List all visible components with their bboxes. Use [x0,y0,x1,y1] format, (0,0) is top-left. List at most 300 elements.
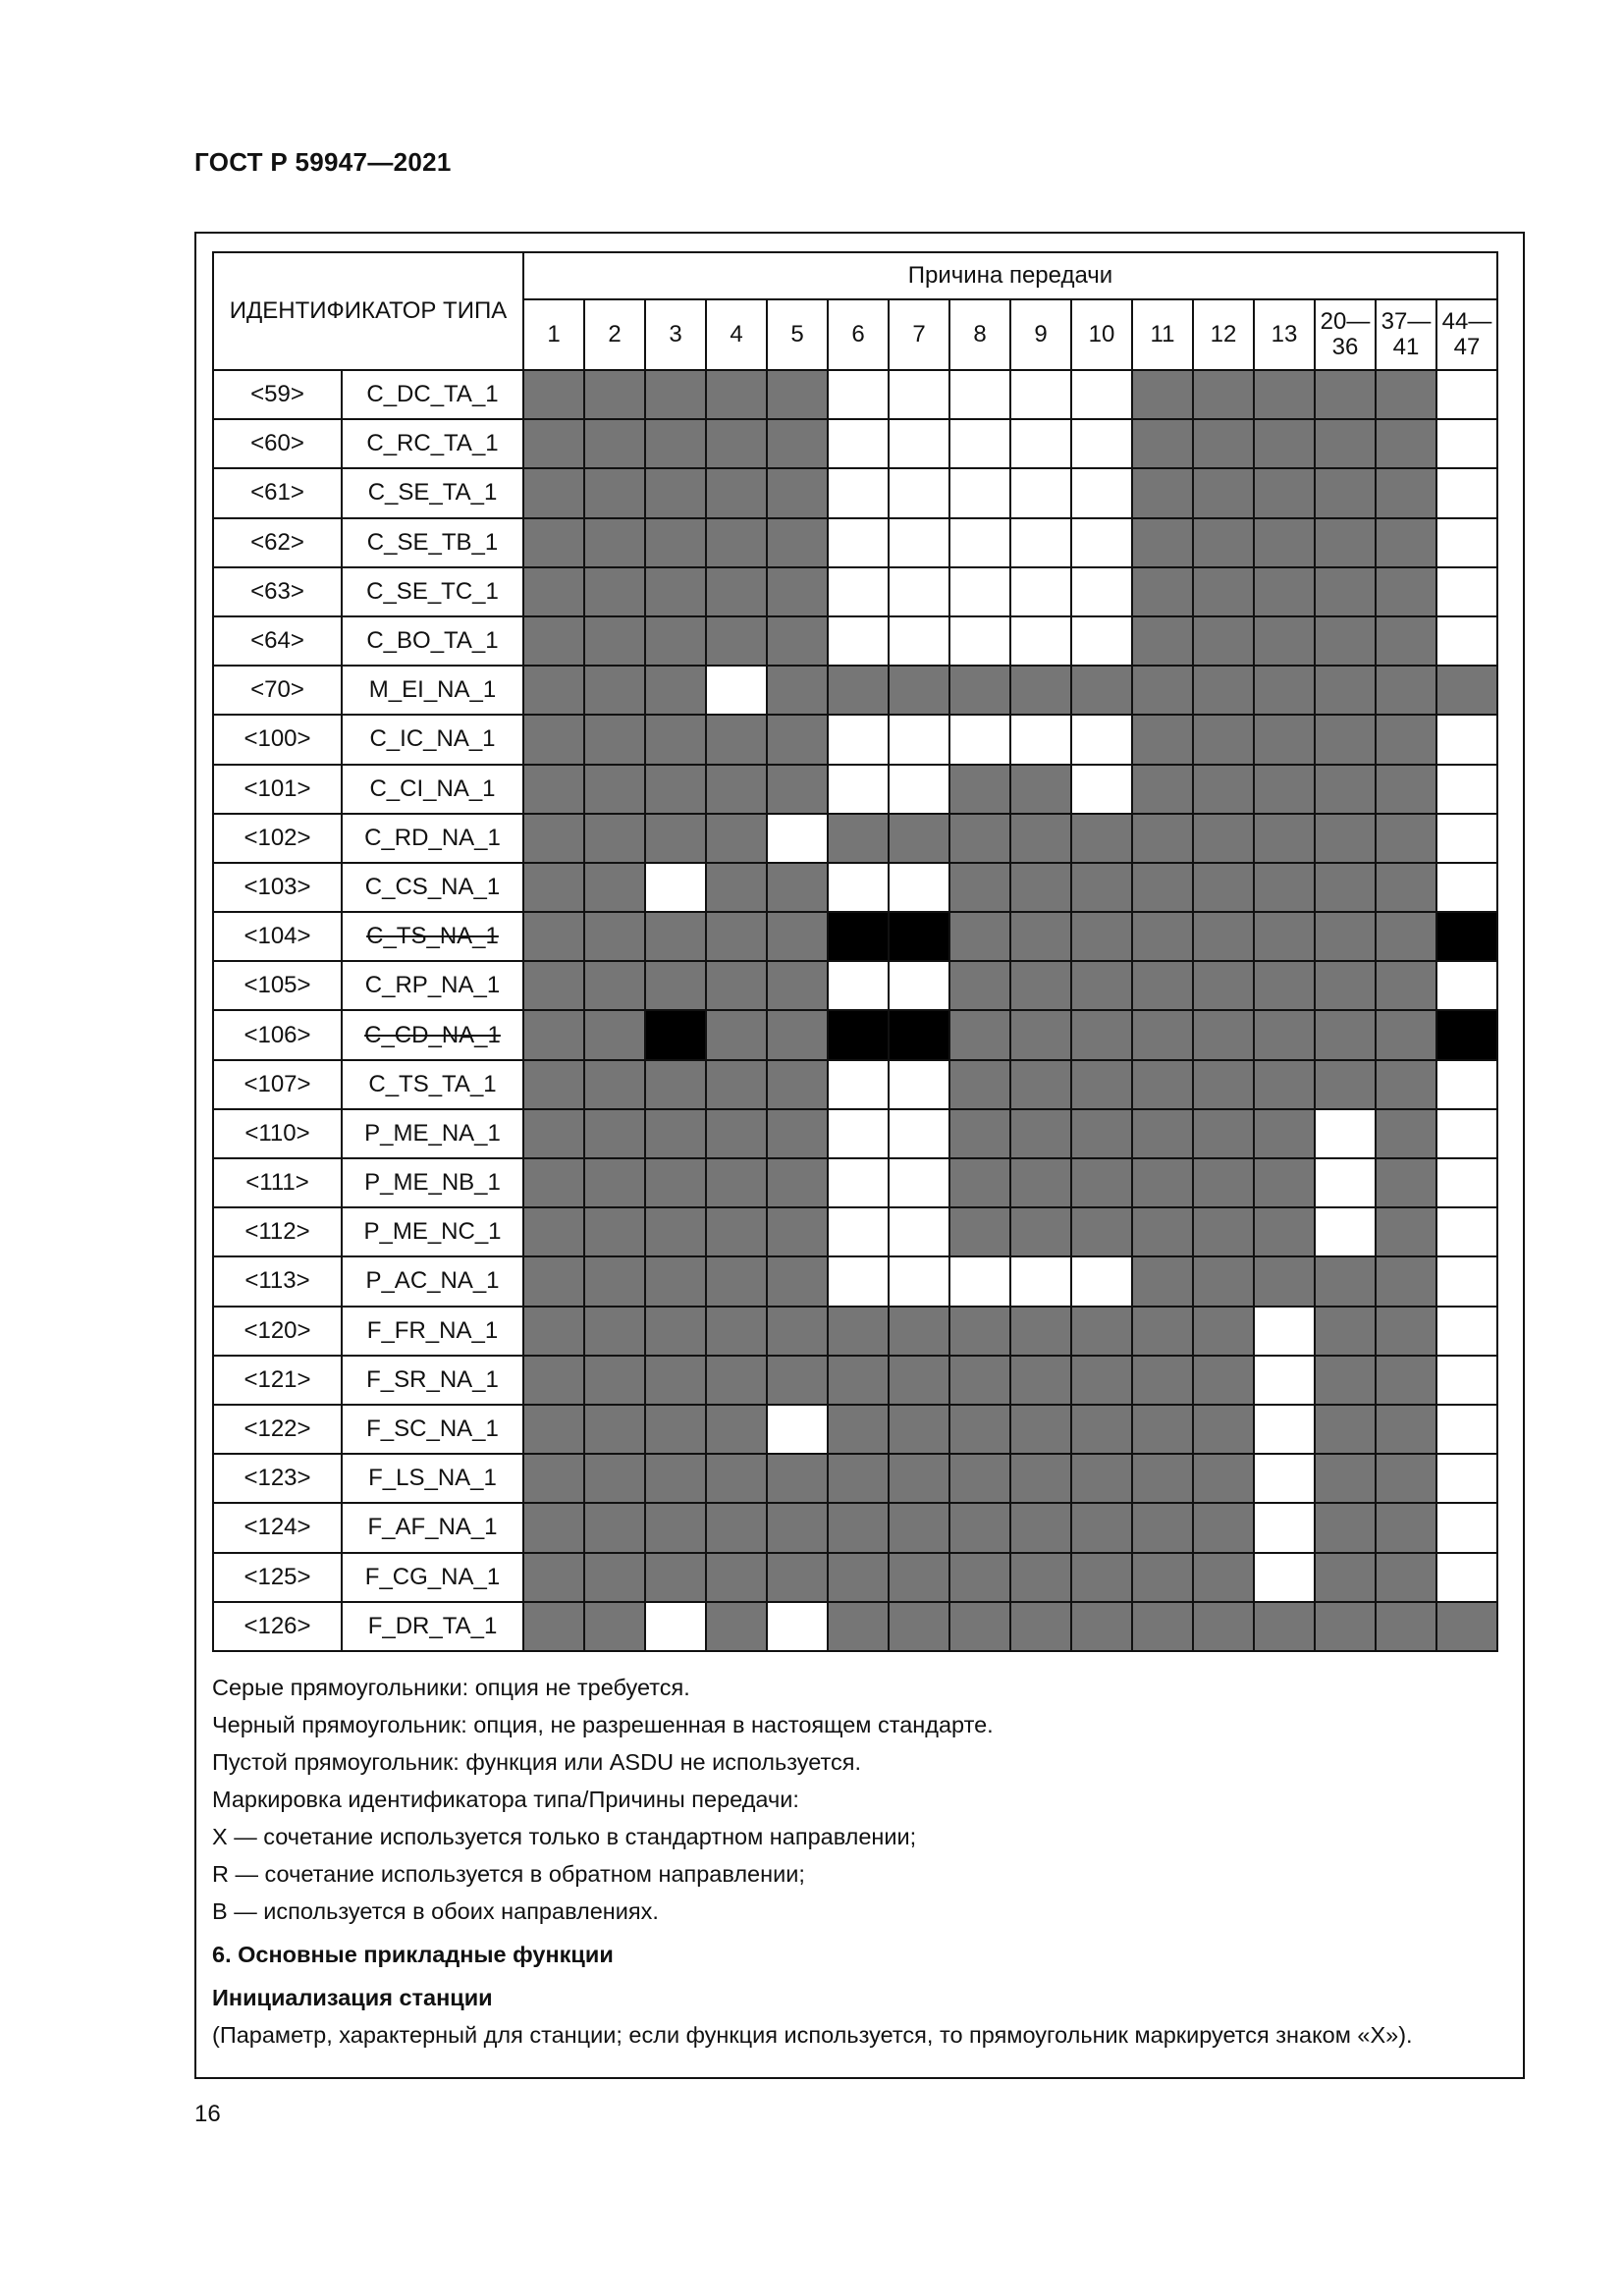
gray-cell [523,1207,584,1256]
gray-cell [1193,765,1254,814]
empty-cell [1010,518,1071,567]
gray-cell [1071,1405,1132,1454]
empty-cell [1436,1158,1497,1207]
gray-cell [828,1307,889,1356]
gray-cell [767,1010,828,1059]
type-name-cell: C_TS_TA_1 [342,1060,523,1109]
gray-cell [523,1060,584,1109]
gray-cell [1132,1109,1193,1158]
empty-cell [1436,518,1497,567]
gray-cell [1376,814,1436,863]
type-name-cell: F_CG_NA_1 [342,1553,523,1602]
type-code-cell: <111> [213,1158,342,1207]
empty-cell [645,1602,706,1651]
gray-cell [1315,518,1376,567]
gray-cell [1254,616,1315,666]
empty-cell [889,419,949,468]
gray-cell [523,1256,584,1306]
table-row [213,765,1497,814]
gray-cell [949,1060,1010,1109]
gray-cell [1010,1060,1071,1109]
empty-cell [889,715,949,764]
gray-cell [584,765,645,814]
type-name-cell: C_SE_TC_1 [342,567,523,616]
empty-cell [767,1602,828,1651]
gray-cell [1193,1109,1254,1158]
type-code-cell: <104> [213,912,342,961]
gray-cell [1315,1060,1376,1109]
gray-cell [584,616,645,666]
table-row [213,419,1497,468]
gray-cell [1010,1553,1071,1602]
empty-cell [1010,616,1071,666]
table-row [213,814,1497,863]
gray-cell [706,715,767,764]
gray-cell [949,1356,1010,1405]
gray-cell [1132,1207,1193,1256]
gray-cell [1010,1010,1071,1059]
gray-cell [1193,468,1254,517]
gray-cell [584,1256,645,1306]
gray-cell [523,468,584,517]
gray-cell [1376,616,1436,666]
gray-cell [949,1602,1010,1651]
gray-cell [1071,1207,1132,1256]
table-row [213,1553,1497,1602]
gray-cell [645,1454,706,1503]
black-cell [1436,1010,1497,1059]
gray-cell [1315,912,1376,961]
empty-cell [1071,567,1132,616]
note-b: B — используется в обоих направлениях. [212,1898,659,1924]
gray-cell [1132,616,1193,666]
gray-cell [1254,1158,1315,1207]
empty-cell [645,863,706,912]
gray-cell [949,1207,1010,1256]
gray-cell [1376,1207,1436,1256]
gray-cell [1132,419,1193,468]
gray-cell [1254,715,1315,764]
gray-cell [523,961,584,1010]
gray-cell [1315,666,1376,715]
gray-cell [645,616,706,666]
gray-cell [767,370,828,419]
gray-cell [706,468,767,517]
gray-cell [1254,518,1315,567]
gray-cell [767,961,828,1010]
empty-cell [828,370,889,419]
table-row [213,1307,1497,1356]
gray-cell [949,666,1010,715]
type-name-cell: C_TS_NA_1 [342,912,523,961]
gray-cell [645,666,706,715]
empty-cell [949,468,1010,517]
table-row [213,1207,1497,1256]
gray-cell [706,1553,767,1602]
empty-cell [1315,1109,1376,1158]
gray-cell [523,666,584,715]
gray-cell [1376,1256,1436,1306]
gray-cell [1193,1503,1254,1552]
gray-cell [1376,419,1436,468]
empty-cell [1436,419,1497,468]
table-row [213,370,1497,419]
black-cell [889,1010,949,1059]
empty-cell [1010,567,1071,616]
gray-cell [767,863,828,912]
empty-cell [889,1256,949,1306]
gray-cell [1193,1207,1254,1256]
type-code-cell: <107> [213,1060,342,1109]
gray-cell [1010,1454,1071,1503]
empty-cell [1071,616,1132,666]
empty-cell [767,1405,828,1454]
gray-cell [889,1307,949,1356]
gray-cell [706,1207,767,1256]
gray-cell [1254,961,1315,1010]
gray-cell [1376,370,1436,419]
gray-cell [1254,863,1315,912]
gray-cell [1132,666,1193,715]
gray-cell [1254,370,1315,419]
gray-cell [706,1503,767,1552]
gray-cell [1254,1010,1315,1059]
gray-cell [1254,1602,1315,1651]
gray-cell [1315,814,1376,863]
note-gray: Серые прямоугольники: опция не требуется. [212,1675,690,1700]
gray-cell [1254,567,1315,616]
gray-cell [584,1010,645,1059]
gray-cell [645,1553,706,1602]
empty-cell [828,1060,889,1109]
gray-cell [706,1158,767,1207]
table-row [213,1158,1497,1207]
table-row [213,961,1497,1010]
empty-cell [828,567,889,616]
empty-cell [1071,1256,1132,1306]
gray-cell [767,616,828,666]
gray-cell [584,1356,645,1405]
gray-cell [706,912,767,961]
empty-cell [1254,1405,1315,1454]
gray-cell [767,468,828,517]
gray-cell [1132,1256,1193,1306]
gray-cell [584,1553,645,1602]
gray-cell [889,666,949,715]
gray-cell [1010,1307,1071,1356]
page-number: 16 [194,2101,221,2127]
gray-cell [523,715,584,764]
gray-cell [523,814,584,863]
empty-cell [1436,567,1497,616]
empty-cell [949,518,1010,567]
subsection-heading: Инициализация станции [212,1985,493,2010]
gray-cell [1376,912,1436,961]
gray-cell [1071,814,1132,863]
table-row [213,1109,1497,1158]
type-name-cell: C_SE_TB_1 [342,518,523,567]
gray-cell [1376,666,1436,715]
gray-cell [949,1307,1010,1356]
empty-cell [1254,1454,1315,1503]
gray-cell [1010,1158,1071,1207]
gray-cell [523,1553,584,1602]
table-row [213,567,1497,616]
gray-cell [1193,912,1254,961]
gray-cell [1010,765,1071,814]
empty-cell [949,715,1010,764]
type-name-cell: F_SR_NA_1 [342,1356,523,1405]
gray-cell [1376,1405,1436,1454]
gray-cell [645,419,706,468]
gray-cell [1315,1405,1376,1454]
empty-cell [1436,1503,1497,1552]
type-code-cell: <63> [213,567,342,616]
type-name-cell: F_AF_NA_1 [342,1503,523,1552]
document-title: ГОСТ Р 59947—2021 [194,147,452,177]
gray-cell [645,370,706,419]
empty-cell [828,1207,889,1256]
type-name-cell: C_CS_NA_1 [342,863,523,912]
gray-cell [767,912,828,961]
gray-cell [1254,1256,1315,1306]
table-row [213,1454,1497,1503]
gray-cell [1315,567,1376,616]
gray-cell [1071,1503,1132,1552]
gray-cell [1376,1010,1436,1059]
empty-cell [1010,370,1071,419]
gray-cell [1071,1010,1132,1059]
empty-cell [1071,715,1132,764]
gray-cell [767,419,828,468]
gray-cell [767,1256,828,1306]
gray-cell [1010,1356,1071,1405]
gray-cell [706,863,767,912]
gray-cell [1193,1405,1254,1454]
empty-cell [889,567,949,616]
table-body [213,370,1497,1651]
gray-cell [1071,863,1132,912]
empty-cell [889,961,949,1010]
empty-cell [828,715,889,764]
gray-cell [706,419,767,468]
type-name-cell: C_RP_NA_1 [342,961,523,1010]
gray-cell [1254,1109,1315,1158]
note-x: X — сочетание используется только в стандартном направлении; [212,1824,917,1849]
gray-cell [949,1553,1010,1602]
empty-cell [889,1207,949,1256]
gray-cell [1071,1602,1132,1651]
gray-cell [828,814,889,863]
gray-cell [1315,1307,1376,1356]
gray-cell [1315,765,1376,814]
gray-cell [1132,370,1193,419]
gray-cell [1132,715,1193,764]
gray-cell [949,1010,1010,1059]
gray-cell [645,567,706,616]
gray-cell [1193,1454,1254,1503]
table-row [213,863,1497,912]
cause-column-header: 10 [1071,299,1132,370]
gray-cell [584,1109,645,1158]
empty-cell [949,419,1010,468]
gray-cell [1071,1158,1132,1207]
id-type-header: ИДЕНТИФИКАТОР ТИПА [213,252,523,370]
empty-cell [949,616,1010,666]
gray-cell [1376,468,1436,517]
empty-cell [828,1158,889,1207]
gray-cell [706,1010,767,1059]
cause-column-header: 2 [584,299,645,370]
empty-cell [1436,1109,1497,1158]
type-name-cell: C_CD_NA_1 [342,1010,523,1059]
empty-cell [828,518,889,567]
gray-cell [523,1109,584,1158]
empty-cell [828,419,889,468]
empty-cell [889,616,949,666]
gray-cell [949,863,1010,912]
empty-cell [1071,468,1132,517]
empty-cell [1436,1356,1497,1405]
gray-cell [767,567,828,616]
empty-cell [949,1256,1010,1306]
type-code-cell: <110> [213,1109,342,1158]
empty-cell [1071,518,1132,567]
gray-cell [949,1109,1010,1158]
type-code-cell: <100> [213,715,342,764]
gray-cell [1315,616,1376,666]
gray-cell [1254,765,1315,814]
black-cell [645,1010,706,1059]
gray-cell [1193,715,1254,764]
gray-cell [767,666,828,715]
gray-cell [1376,1060,1436,1109]
type-code-cell: <103> [213,863,342,912]
empty-cell [1436,1060,1497,1109]
gray-cell [1193,1060,1254,1109]
gray-cell [1132,1602,1193,1651]
gray-cell [1193,814,1254,863]
empty-cell [949,567,1010,616]
empty-cell [1436,961,1497,1010]
type-name-cell: P_ME_NB_1 [342,1158,523,1207]
gray-cell [1376,1602,1436,1651]
gray-cell [706,518,767,567]
empty-cell [1254,1307,1315,1356]
section-heading: 6. Основные прикладные функции [212,1942,614,1967]
gray-cell [706,616,767,666]
gray-cell [1010,863,1071,912]
cause-column-header: 12 [1193,299,1254,370]
type-code-cell: <62> [213,518,342,567]
gray-cell [949,1405,1010,1454]
gray-cell [889,1356,949,1405]
empty-cell [1436,468,1497,517]
gray-cell [706,370,767,419]
gray-cell [706,961,767,1010]
gray-cell [645,912,706,961]
gray-cell [645,1207,706,1256]
type-code-cell: <59> [213,370,342,419]
gray-cell [584,1454,645,1503]
gray-cell [949,961,1010,1010]
gray-cell [1132,1553,1193,1602]
gray-cell [767,765,828,814]
type-code-cell: <60> [213,419,342,468]
empty-cell [1010,468,1071,517]
gray-cell [1010,1602,1071,1651]
type-code-cell: <61> [213,468,342,517]
gray-cell [645,1356,706,1405]
gray-cell [1315,370,1376,419]
gray-cell [1193,1553,1254,1602]
gray-cell [1010,1503,1071,1552]
gray-cell [1376,518,1436,567]
gray-cell [767,1356,828,1405]
empty-cell [1254,1503,1315,1552]
gray-cell [1132,863,1193,912]
type-name-cell: C_BO_TA_1 [342,616,523,666]
gray-cell [1193,567,1254,616]
empty-cell [1071,765,1132,814]
gray-cell [1315,863,1376,912]
empty-cell [1010,419,1071,468]
cause-column-header: 3 [645,299,706,370]
empty-cell [889,1158,949,1207]
gray-cell [706,1307,767,1356]
gray-cell [523,1158,584,1207]
empty-cell [1254,1553,1315,1602]
empty-cell [1436,1553,1497,1602]
gray-cell [523,1010,584,1059]
gray-cell [1132,912,1193,961]
type-name-cell: P_AC_NA_1 [342,1256,523,1306]
gray-cell [1132,1454,1193,1503]
empty-cell [1010,715,1071,764]
gray-cell [706,814,767,863]
gray-cell [584,1405,645,1454]
table-row [213,1356,1497,1405]
empty-cell [767,814,828,863]
type-code-cell: <112> [213,1207,342,1256]
black-cell [1436,912,1497,961]
gray-cell [1132,1503,1193,1552]
type-name-cell: P_ME_NA_1 [342,1109,523,1158]
notes-block [212,1669,1508,2054]
gray-cell [706,1405,767,1454]
empty-cell [828,468,889,517]
table-row [213,518,1497,567]
empty-cell [828,765,889,814]
gray-cell [584,1060,645,1109]
gray-cell [584,567,645,616]
gray-cell [828,1553,889,1602]
cause-column-header: 13 [1254,299,1315,370]
gray-cell [645,814,706,863]
gray-cell [1193,1158,1254,1207]
gray-cell [523,1503,584,1552]
gray-cell [949,765,1010,814]
type-code-cell: <126> [213,1602,342,1651]
table-row [213,468,1497,517]
cause-header: Причина передачи [523,252,1497,299]
gray-cell [1193,961,1254,1010]
gray-cell [1193,1010,1254,1059]
gray-cell [523,1454,584,1503]
table-row [213,1060,1497,1109]
empty-cell [828,961,889,1010]
cause-column-header: 37— 41 [1376,299,1436,370]
